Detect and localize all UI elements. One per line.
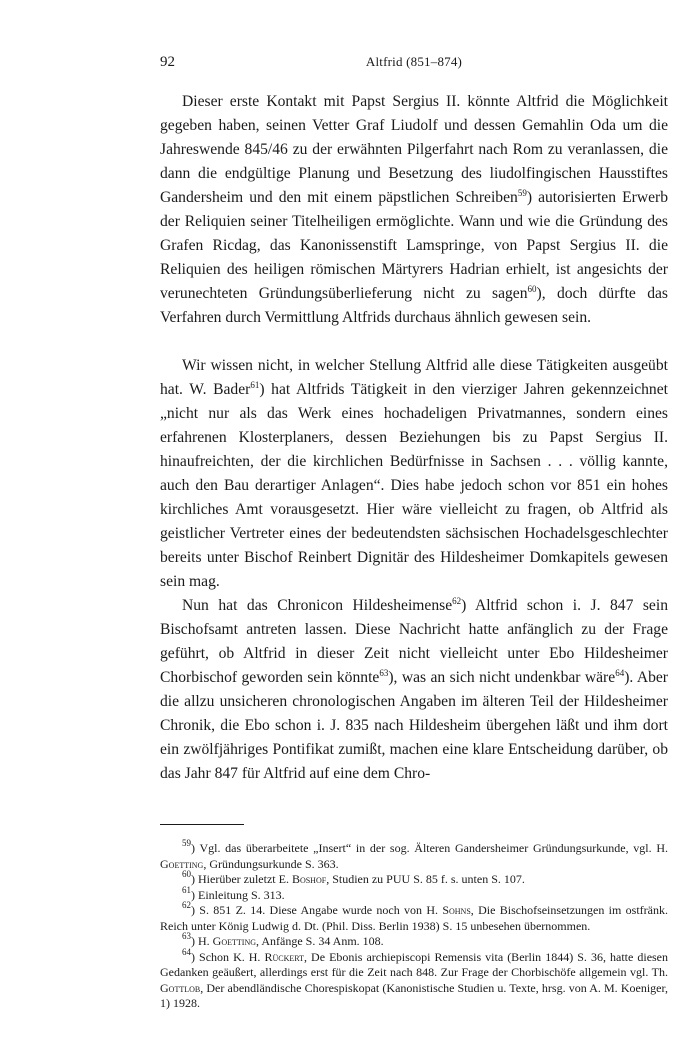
footnote-63 [160, 931, 668, 950]
body-text [160, 90, 668, 786]
paragraph-1 [160, 90, 668, 330]
footnote-ref-63: 63 [379, 668, 389, 678]
footnote-text: , Gründungsurkunde S. 363. [203, 856, 339, 871]
footnote-number: 61 [182, 884, 191, 895]
paragraph-2-text-b: ) hat Altfrids Tätigkeit in den vierziger Jahren gekennzeichnet „nicht nur als das Werk eines hochadeligen Privatmannes, sondern eines erfahrenen Klosterplaners, dessen Beziehungen bis zu Papst Sergius II. hinaufreichten, der die kirchlichen Bedürfnisse in Sachsen . . . völlig kannte, auch den Bau derartiger Anlagen“. Dies habe jedoch schon vor 851 ein hohes kirchliches Amt vorausgesetzt. Hier wäre vielleicht zu fragen, ob Altfrid als geistlicher Vertreter eines der bedeutendsten sächsischen Hochadelsgeschlechter bereits unter Bischof Reinbert Dignitär des Hildesheimer Domkapitels gewesen sein mag. [160, 381, 668, 590]
footnote-text: ) Vgl. das überarbeitete „Insert“ in der sog. Älteren Gandersheimer Gründungsurkunde, vgl. H. [191, 841, 668, 855]
footnote-text: ) S. 851 Z. 14. Diese Angabe wurde noch von H. [191, 903, 443, 917]
page-number: 92 [160, 54, 175, 70]
footnote-ref-61: 61 [250, 380, 260, 390]
paragraph-3-text-c: ), was an sich nicht undenkbar wäre [388, 669, 616, 686]
footnote-60 [160, 869, 668, 888]
footnotes [160, 838, 669, 1012]
footnote-text: ) H. [191, 934, 213, 948]
paragraph-3-text-b: ) Altfrid schon i. J. 847 sein Bischofsamt antreten lassen. Diese Nachricht hatte anfänglich zu der Frage geführt, ob Altfrid in dieser Zeit nicht vielleicht unter Ebo Hildesheimer Chorbischof geworden sein könnte [160, 597, 668, 686]
footnote-61 [160, 884, 668, 904]
running-head: Altfrid (851–874) [365, 54, 463, 69]
footnote-text: ) Hierüber zuletzt E. [191, 872, 292, 886]
paragraph-2 [160, 354, 668, 594]
footnote-text: , Anfänge S. 34 Anm. 108. [256, 934, 384, 948]
footnote-text: , Die Bischofseinsetzungen im ostfränk. Reich unter König Ludwig d. Dt. (Phil. Diss. Berlin 1938) S. 15 unbesehen übernommen. [160, 903, 668, 933]
footnote-text: ) Einleitung S. 313. [191, 887, 285, 902]
paragraph-2-text-a: Wir wissen nicht, in welcher Stellung Altfrid alle diese Tätigkeiten ausgeübt hat. W. Bader [160, 357, 668, 398]
footnote-59 [160, 838, 668, 872]
paragraph-3-text-a: Nun hat das Chronicon Hildesheimense [182, 597, 453, 614]
footnote-62 [160, 900, 668, 934]
footnote-ref-59: 59 [517, 188, 527, 198]
footnote-ref-62: 62 [452, 596, 462, 606]
footnote-author: Gottlob [160, 980, 201, 995]
page-header [160, 48, 668, 72]
paragraph-1-text-c: ), doch dürfte das Verfahren durch Vermittlung Altfrids durchaus ähnlich gewesen sein. [160, 285, 668, 326]
footnote-text: , Der abendländische Chorespiskopat (Kanonistische Studien u. Texte, hrsg. von A. M. Koeniger, 1) 1928. [160, 980, 668, 1010]
footnote-64 [160, 946, 669, 1012]
footnote-author: Boshof [291, 872, 327, 886]
footnote-ref-64: 64 [615, 668, 625, 678]
footnote-ref-60: 60 [527, 284, 537, 294]
footnote-text: ) Schon K. H. [191, 949, 265, 964]
footnote-number: 62 [182, 900, 191, 910]
paragraph-3 [160, 594, 668, 786]
footnote-author: Goetting [160, 856, 204, 871]
footnote-author: Sohns [442, 903, 471, 917]
footnote-text: , De Ebonis archiepiscopi Remensis vita (Berlin 1844) S. 36, hatte diesen Gedanken geäußert, allerdings erst für die Zeit nach 848. Zur Frage der Chorbischöfe allgemein vgl. Th. [160, 949, 669, 979]
paragraph-1-text-b: ) autorisierten Erwerb der Reliquien seiner Titelheiligen ermöglichte. Wann und wie die Gründung des Grafen Ricdag, das Kanonissenstift Lamspringe, von Papst Sergius II. die Reliquien des heiligen römischen Märtyrers Hadrian erhielt, ist angesichts der verunechteten Gründungsüberlieferung nicht zu sagen [160, 189, 668, 302]
footnote-number: 64 [182, 946, 191, 957]
paragraph-1-text-a: Dieser erste Kontakt mit Papst Sergius II. könnte Altfrid die Möglichkeit gegeben haben, seinen Vetter Graf Liudolf und dessen Gemahlin Oda um die Jahreswende 845/46 zu der erwähnten Pilgerfahrt nach Rom zu veranlassen, die dann die endgültige Planung und Besetzung des liudolfingischen Hausstiftes Gandersheim und den mit einem päpstlichen Schreiben [160, 93, 668, 206]
footnote-author: Goetting [212, 934, 256, 948]
footnote-number: 59 [182, 838, 191, 848]
paragraph-3-text-d: ). Aber die allzu unsicheren chronologischen Angaben im älteren Teil der Hildesheimer Chronik, die Ebo schon i. J. 835 nach Hildesheim übergehen läßt und ihm dort ein zwölfjähriges Pontifikat zumißt, machen eine klare Entscheidung darüber, ob das Jahr 847 für Altfrid auf eine dem Chro- [160, 669, 668, 782]
footnote-author: Rückert [264, 949, 305, 964]
footnote-separator [160, 824, 244, 825]
footnote-number: 60 [182, 869, 191, 879]
footnote-number: 63 [182, 931, 191, 941]
footnote-text: , Studien zu PUU S. 85 f. s. unten S. 107. [326, 872, 525, 886]
